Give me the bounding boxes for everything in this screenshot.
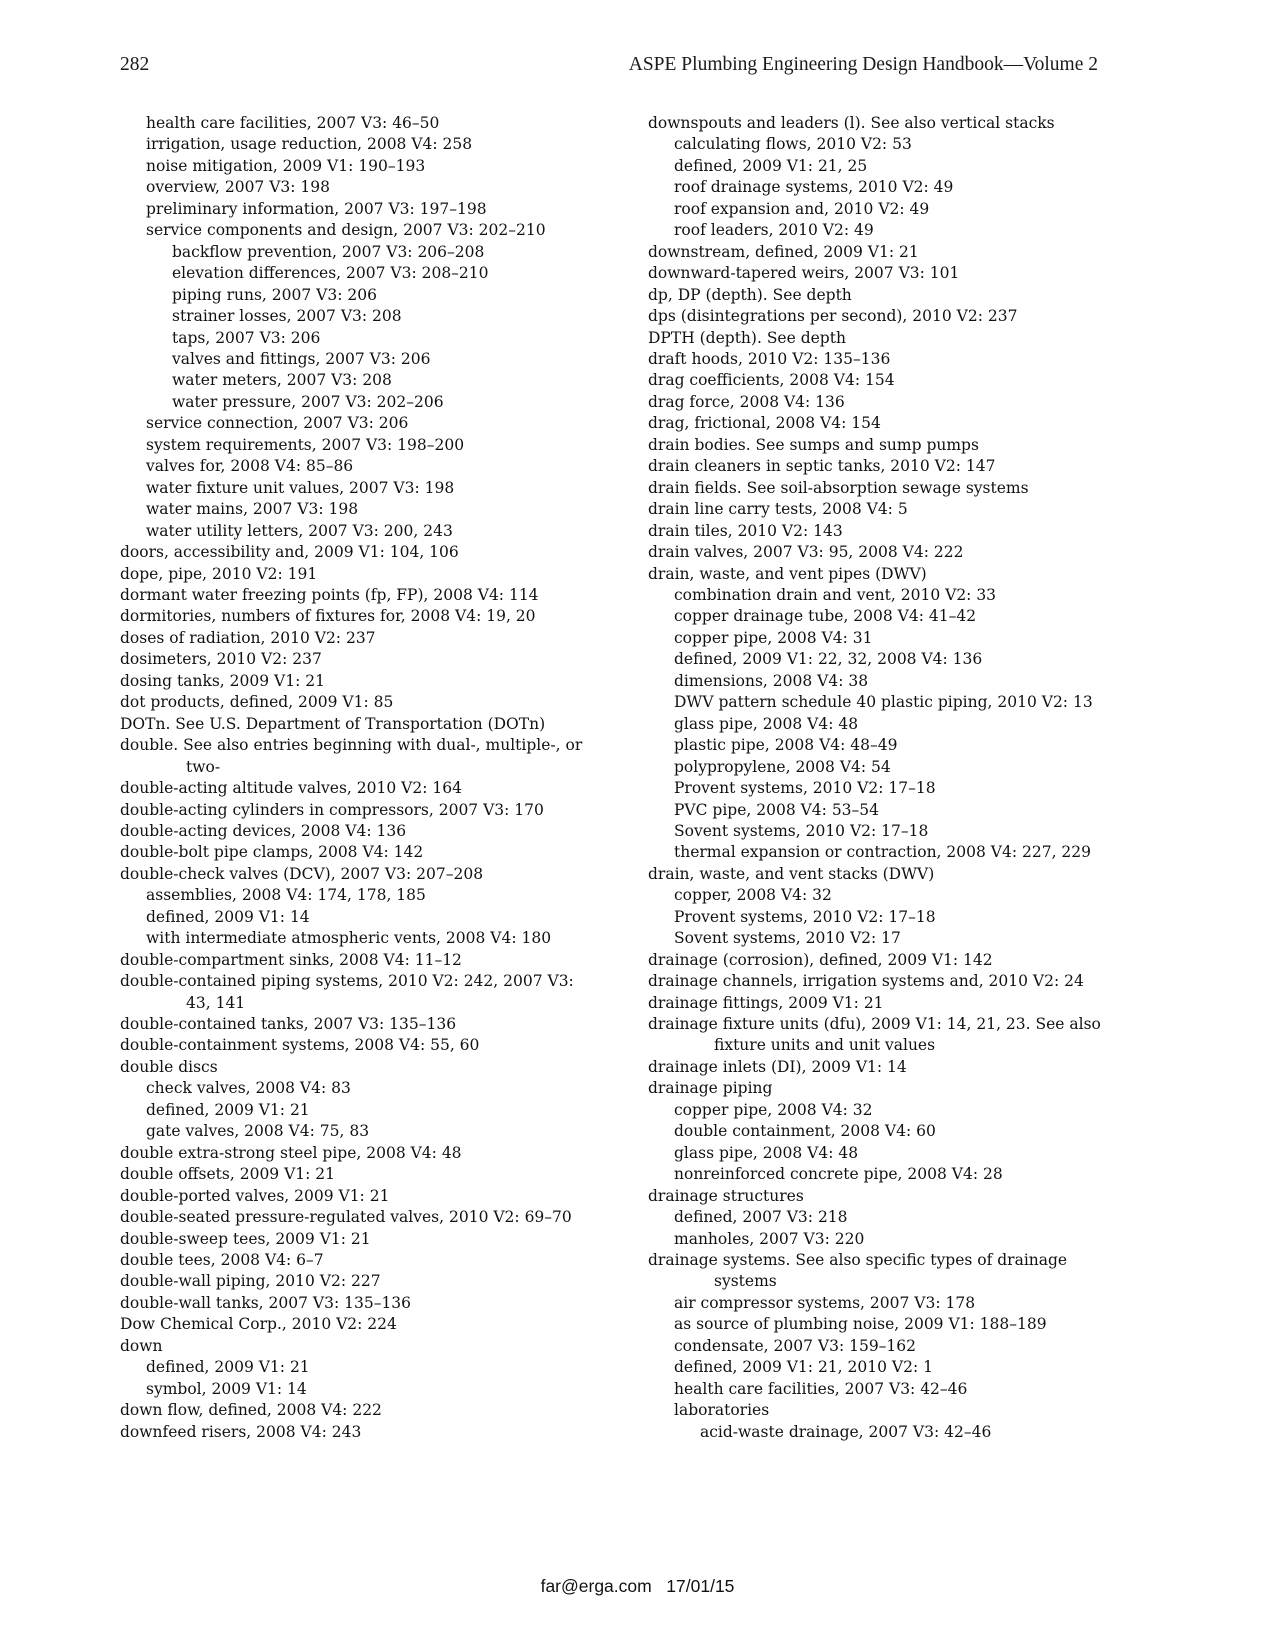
index-entry: double offsets, 2009 V1: 21 <box>120 1165 336 1184</box>
index-entry: calculating flows, 2010 V2: 53 <box>674 135 912 154</box>
index-entry: double-acting cylinders in compressors, 2007 V3: 170 <box>120 800 544 819</box>
index-entry: drain valves, 2007 V3: 95, 2008 V4: 222 <box>648 543 964 562</box>
index-entry: dosing tanks, 2009 V1: 21 <box>120 671 325 690</box>
index-entry: double-containment systems, 2008 V4: 55, 60 <box>120 1036 480 1055</box>
index-entry: defined, 2009 V1: 22, 32, 2008 V4: 136 <box>674 650 983 669</box>
index-entry: drain fields. See soil-absorption sewage systems <box>648 478 1029 497</box>
index-entry: with intermediate atmospheric vents, 2008 V4: 180 <box>146 929 552 948</box>
index-entry: dope, pipe, 2010 V2: 191 <box>120 564 318 583</box>
index-entry: gate valves, 2008 V4: 75, 83 <box>146 1122 370 1141</box>
index-entry: roof expansion and, 2010 V2: 49 <box>674 199 930 218</box>
index-entry: drainage fixture units (dfu), 2009 V1: 14, 21, 23. See also fixture units and unit values <box>648 1015 1101 1055</box>
index-entry: drag, frictional, 2008 V4: 154 <box>648 414 881 433</box>
index-entry: water meters, 2007 V3: 208 <box>172 371 392 390</box>
index-entry: DOTn. See U.S. Department of Transportation (DOTn) <box>120 714 546 733</box>
index-column-left <box>120 113 590 1443</box>
index-entry: drain line carry tests, 2008 V4: 5 <box>648 500 908 519</box>
index-entry: copper, 2008 V4: 32 <box>674 886 832 905</box>
index-entry: irrigation, usage reduction, 2008 V4: 258 <box>146 135 473 154</box>
index-entry: double discs <box>120 1057 218 1076</box>
index-entry: water fixture unit values, 2007 V3: 198 <box>146 478 455 497</box>
index-entry: double-wall piping, 2010 V2: 227 <box>120 1272 381 1291</box>
index-entry: defined, 2009 V1: 21 <box>146 1100 310 1119</box>
index-column-right <box>648 113 1118 1443</box>
index-entry: double containment, 2008 V4: 60 <box>674 1122 936 1141</box>
index-entry: taps, 2007 V3: 206 <box>172 328 321 347</box>
page-number: 282 <box>120 54 150 75</box>
index-entry: doors, accessibility and, 2009 V1: 104, 106 <box>120 543 459 562</box>
index-entry: strainer losses, 2007 V3: 208 <box>172 307 402 326</box>
index-entry: double-bolt pipe clamps, 2008 V4: 142 <box>120 843 424 862</box>
index-entry: dp, DP (depth). See depth <box>648 285 852 304</box>
index-entry: double tees, 2008 V4: 6–7 <box>120 1251 324 1270</box>
index-entry: service components and design, 2007 V3: 202–210 <box>146 221 546 240</box>
index-entry: drainage (corrosion), defined, 2009 V1: 142 <box>648 950 993 969</box>
index-entry: Sovent systems, 2010 V2: 17–18 <box>674 821 929 840</box>
index-entry: symbol, 2009 V1: 14 <box>146 1379 307 1398</box>
index-entry: water utility letters, 2007 V3: 200, 243 <box>146 521 453 540</box>
index-entry: copper drainage tube, 2008 V4: 41–42 <box>674 607 977 626</box>
index-entry: downward-tapered weirs, 2007 V3: 101 <box>648 264 960 283</box>
index-entry: down <box>120 1336 163 1355</box>
index-entry: glass pipe, 2008 V4: 48 <box>674 1143 859 1162</box>
index-entry: glass pipe, 2008 V4: 48 <box>674 714 859 733</box>
index-entry: doses of radiation, 2010 V2: 237 <box>120 628 376 647</box>
index-entry: elevation differences, 2007 V3: 208–210 <box>172 264 489 283</box>
index-entry: double-contained tanks, 2007 V3: 135–136 <box>120 1015 457 1034</box>
index-entry: service connection, 2007 V3: 206 <box>146 414 409 433</box>
index-entry: double-contained piping systems, 2010 V2: 242, 2007 V3: 43, 141 <box>120 972 574 1012</box>
index-entry: double-acting altitude valves, 2010 V2: 164 <box>120 779 462 798</box>
index-entry: nonreinforced concrete pipe, 2008 V4: 28 <box>674 1165 1003 1184</box>
index-entry: laboratories <box>674 1401 770 1420</box>
index-entry: drainage channels, irrigation systems and, 2010 V2: 24 <box>648 972 1084 991</box>
index-entry: water pressure, 2007 V3: 202–206 <box>172 392 444 411</box>
index-entry: DWV pattern schedule 40 plastic piping, 2010 V2: 13 <box>674 693 1093 712</box>
index-entry: drainage structures <box>648 1186 804 1205</box>
index-entry: thermal expansion or contraction, 2008 V4: 227, 229 <box>674 843 1092 862</box>
index-entry: dps (disintegrations per second), 2010 V2: 237 <box>648 307 1018 326</box>
index-entry: double-seated pressure-regulated valves, 2010 V2: 69–70 <box>120 1208 572 1227</box>
index-entry: health care facilities, 2007 V3: 46–50 <box>146 114 440 132</box>
index-entry: water mains, 2007 V3: 198 <box>146 500 359 519</box>
index-entry: defined, 2009 V1: 21, 2010 V2: 1 <box>674 1358 933 1377</box>
index-entry: double-check valves (DCV), 2007 V3: 207–208 <box>120 864 484 883</box>
index-entry: drainage inlets (DI), 2009 V1: 14 <box>648 1057 907 1076</box>
index-entry: drain tiles, 2010 V2: 143 <box>648 521 843 540</box>
index-entry: double-wall tanks, 2007 V3: 135–136 <box>120 1293 412 1312</box>
index-entry: defined, 2009 V1: 21, 25 <box>674 156 868 175</box>
index-entry: Provent systems, 2010 V2: 17–18 <box>674 907 936 926</box>
index-entry: combination drain and vent, 2010 V2: 33 <box>674 585 997 604</box>
index-entry: polypropylene, 2008 V4: 54 <box>674 757 891 776</box>
index-entry: drain, waste, and vent pipes (DWV) <box>648 564 927 583</box>
index-entry: PVC pipe, 2008 V4: 53–54 <box>674 800 880 819</box>
index-entry: drainage systems. See also specific types of drainage systems <box>648 1251 1068 1291</box>
index-entry: system requirements, 2007 V3: 198–200 <box>146 435 465 454</box>
index-entry: draft hoods, 2010 V2: 135–136 <box>648 349 891 368</box>
index-entry: noise mitigation, 2009 V1: 190–193 <box>146 156 426 175</box>
index-entry: valves and fittings, 2007 V3: 206 <box>172 349 431 368</box>
index-entry: dot products, defined, 2009 V1: 85 <box>120 693 394 712</box>
index-entry: drain cleaners in septic tanks, 2010 V2: 147 <box>648 457 996 476</box>
index-entry: manholes, 2007 V3: 220 <box>674 1229 865 1248</box>
index-entry: roof leaders, 2010 V2: 49 <box>674 221 874 240</box>
index-entry: copper pipe, 2008 V4: 31 <box>674 628 873 647</box>
running-title: ASPE Plumbing Engineering Design Handbook—Volume 2 <box>628 54 1098 75</box>
index-entry: Sovent systems, 2010 V2: 17 <box>674 929 901 948</box>
index-entry: double-compartment sinks, 2008 V4: 11–12 <box>120 950 462 969</box>
index-entry: downstream, defined, 2009 V1: 21 <box>648 242 919 261</box>
index-entry: roof drainage systems, 2010 V2: 49 <box>674 178 954 197</box>
index-entry: double extra-strong steel pipe, 2008 V4: 48 <box>120 1143 462 1162</box>
index-entry: drain, waste, and vent stacks (DWV) <box>648 864 935 883</box>
index-entry: condensate, 2007 V3: 159–162 <box>674 1336 917 1355</box>
footer-stamp: far@erga.com 17/01/15 <box>540 1576 735 1596</box>
index-entry: dormant water freezing points (fp, FP), 2008 V4: 114 <box>120 585 539 604</box>
index-entry: double-ported valves, 2009 V1: 21 <box>120 1186 390 1205</box>
index-entry: defined, 2007 V3: 218 <box>674 1208 848 1227</box>
index-entry: as source of plumbing noise, 2009 V1: 188–189 <box>674 1315 1047 1334</box>
index-entry: backflow prevention, 2007 V3: 206–208 <box>172 242 485 261</box>
index-entry: dosimeters, 2010 V2: 237 <box>120 650 322 669</box>
index-entry: valves for, 2008 V4: 85–86 <box>146 457 354 476</box>
index-entry: acid-waste drainage, 2007 V3: 42–46 <box>700 1422 992 1441</box>
index-entry: down flow, defined, 2008 V4: 222 <box>120 1401 382 1420</box>
index-entry: health care facilities, 2007 V3: 42–46 <box>674 1379 968 1398</box>
index-entry: drag coefficients, 2008 V4: 154 <box>648 371 895 390</box>
index-entry: defined, 2009 V1: 21 <box>146 1358 310 1377</box>
index-entry: drainage fittings, 2009 V1: 21 <box>648 993 884 1012</box>
index-entry: preliminary information, 2007 V3: 197–198 <box>146 199 487 218</box>
index-entry: dormitories, numbers of fixtures for, 2008 V4: 19, 20 <box>120 607 536 626</box>
index-entry: double-acting devices, 2008 V4: 136 <box>120 821 407 840</box>
index-entry: Provent systems, 2010 V2: 17–18 <box>674 779 936 798</box>
index-entry: drain bodies. See sumps and sump pumps <box>648 435 979 454</box>
index-entry: Dow Chemical Corp., 2010 V2: 224 <box>120 1315 397 1334</box>
index-entry: drag force, 2008 V4: 136 <box>648 392 845 411</box>
index-entry: downfeed risers, 2008 V4: 243 <box>120 1422 362 1441</box>
index-entry: downspouts and leaders (l). See also vertical stacks <box>648 114 1055 132</box>
index-entry: piping runs, 2007 V3: 206 <box>172 285 377 304</box>
index-entry: double-sweep tees, 2009 V1: 21 <box>120 1229 371 1248</box>
index-entry: overview, 2007 V3: 198 <box>146 178 331 197</box>
index-entry: copper pipe, 2008 V4: 32 <box>674 1100 873 1119</box>
index-entry: DPTH (depth). See depth <box>648 328 846 347</box>
index-entry: double. See also entries beginning with dual-, multiple-, or two- <box>120 736 583 776</box>
index-entry: plastic pipe, 2008 V4: 48–49 <box>674 736 898 755</box>
index-entry: assemblies, 2008 V4: 174, 178, 185 <box>146 886 426 905</box>
index-entry: check valves, 2008 V4: 83 <box>146 1079 351 1098</box>
index-entry: air compressor systems, 2007 V3: 178 <box>674 1293 976 1312</box>
index-entry: dimensions, 2008 V4: 38 <box>674 671 869 690</box>
index-entry: drainage piping <box>648 1079 773 1098</box>
index-entry: defined, 2009 V1: 14 <box>146 907 310 926</box>
